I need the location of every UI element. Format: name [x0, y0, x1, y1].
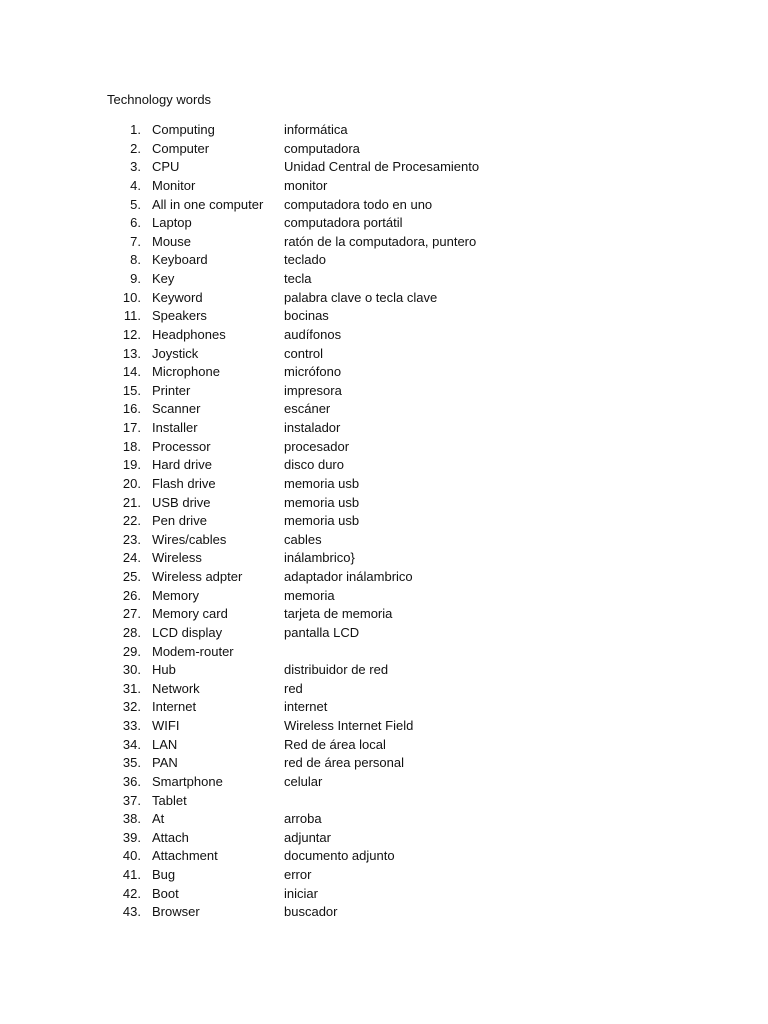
english-term: Memory [152, 587, 199, 603]
spanish-translation: palabra clave o tecla clave [284, 289, 438, 305]
list-item [0, 456, 768, 475]
list-item [0, 661, 768, 680]
english-term: Computer [152, 140, 210, 156]
list-item [0, 270, 768, 289]
list-item [0, 736, 768, 755]
list-item [0, 158, 768, 177]
spanish-translation: distribuidor de red [284, 662, 389, 678]
list-item [0, 903, 768, 922]
english-term: Wires/cables [152, 531, 227, 547]
list-item [0, 680, 768, 699]
item-number: 18. [122, 438, 141, 454]
item-number: 41. [122, 867, 141, 882]
item-number: 7. [130, 233, 141, 249]
spanish-translation: internet [284, 699, 328, 715]
spanish-translation: instalador [284, 420, 341, 435]
item-number: 24. [122, 550, 141, 566]
list-item [0, 866, 768, 885]
spanish-translation: informática [284, 122, 348, 137]
english-term: Attach [152, 829, 189, 845]
item-number: 37. [122, 792, 141, 808]
list-item [0, 717, 768, 736]
english-term: WIFI [152, 718, 180, 733]
english-term: Modem-router [152, 643, 234, 659]
english-term: Smartphone [152, 773, 223, 789]
english-term: Memory card [152, 606, 228, 622]
english-term: Browser [152, 904, 200, 920]
spanish-translation: tecla [284, 271, 312, 286]
list-item [0, 382, 768, 401]
spanish-translation: cables [284, 531, 322, 547]
english-term: Microphone [152, 364, 220, 380]
spanish-translation: memoria usb [284, 494, 360, 510]
spanish-translation: computadora todo en uno [284, 196, 433, 212]
spanish-translation: monitor [284, 177, 328, 193]
item-number: 20. [122, 475, 141, 491]
list-item [0, 773, 768, 792]
item-number: 16. [122, 401, 141, 417]
item-number: 13. [122, 345, 141, 361]
english-term: Flash drive [152, 475, 216, 491]
item-number: 36. [122, 773, 141, 789]
spanish-translation: documento adjunto [284, 848, 395, 864]
item-number: 8. [130, 252, 141, 268]
list-item [0, 512, 768, 531]
english-term: Headphones [152, 326, 226, 342]
list-item [0, 177, 768, 196]
english-term: Mouse [152, 233, 192, 249]
list-item [0, 643, 768, 662]
item-number: 39. [122, 829, 141, 845]
list-item [0, 251, 768, 270]
spanish-translation: disco duro [284, 457, 344, 473]
item-number: 35. [122, 755, 141, 771]
item-number: 19. [122, 457, 141, 473]
spanish-translation: error [284, 867, 312, 882]
item-number: 43. [122, 904, 141, 920]
list-item [0, 438, 768, 457]
item-number: 26. [122, 587, 141, 603]
item-number: 4. [130, 177, 141, 193]
item-number: 10. [122, 289, 141, 305]
spanish-translation: escáner [284, 401, 331, 417]
spanish-translation: inálambrico} [284, 550, 355, 566]
list-item [0, 214, 768, 233]
list-item [0, 531, 768, 550]
list-item [0, 810, 768, 829]
spanish-translation: ratón de la computadora, puntero [284, 233, 477, 249]
list-item [0, 829, 768, 848]
list-item [0, 196, 768, 215]
item-number: 31. [122, 680, 141, 696]
item-number: 1. [130, 122, 141, 137]
english-term: Hard drive [152, 457, 212, 473]
item-number: 12. [122, 326, 141, 342]
item-number: 14. [122, 364, 141, 380]
item-number: 32. [122, 699, 141, 715]
item-number: 38. [122, 811, 141, 827]
list-item [0, 698, 768, 717]
item-number: 5. [130, 196, 141, 212]
english-term: Hub [152, 662, 176, 678]
list-item [0, 624, 768, 643]
list-item [0, 549, 768, 568]
spanish-translation: red de área personal [284, 755, 404, 771]
document-title: Technology words [107, 92, 212, 107]
spanish-translation: memoria [284, 587, 335, 603]
english-term: Key [152, 271, 175, 286]
spanish-translation: memoria usb [284, 513, 360, 529]
spanish-translation: arroba [284, 811, 322, 827]
english-term: Scanner [152, 401, 201, 417]
list-item [0, 419, 768, 438]
english-term: Wireless adpter [152, 569, 243, 584]
spanish-translation: procesador [284, 438, 350, 454]
spanish-translation: computadora portátil [284, 215, 403, 231]
item-number: 23. [122, 531, 141, 547]
english-term: Computing [152, 122, 215, 137]
item-number: 30. [122, 662, 141, 678]
english-term: Laptop [152, 215, 192, 231]
english-term: Keyword [152, 289, 203, 305]
item-number: 22. [122, 513, 141, 529]
english-term: Internet [152, 699, 197, 715]
english-term: Installer [152, 420, 198, 435]
list-item [0, 233, 768, 252]
list-item [0, 326, 768, 345]
spanish-translation: Red de área local [284, 736, 386, 752]
english-term: USB drive [152, 494, 211, 510]
spanish-translation: micrófono [284, 364, 342, 380]
item-number: 2. [130, 140, 141, 156]
item-number: 11. [123, 308, 141, 324]
item-number: 28. [122, 624, 141, 640]
list-item [0, 140, 768, 159]
item-number: 34. [122, 736, 141, 752]
english-term: All in one computer [152, 196, 264, 212]
english-term: PAN [152, 755, 178, 771]
item-number: 25. [122, 569, 141, 584]
spanish-translation: teclado [284, 252, 326, 268]
item-number: 6. [130, 215, 141, 231]
spanish-translation: Unidad Central de Procesamiento [284, 159, 480, 175]
english-term: Network [152, 680, 200, 696]
list-item [0, 754, 768, 773]
spanish-translation: buscador [284, 904, 338, 920]
spanish-translation: red [284, 680, 303, 696]
item-number: 40. [122, 848, 141, 864]
list-item [0, 847, 768, 866]
english-term: Processor [152, 438, 211, 454]
spanish-translation: Wireless Internet Field [284, 718, 414, 733]
item-number: 42. [122, 885, 141, 901]
list-item [0, 345, 768, 364]
english-term: Boot [152, 885, 179, 901]
item-number: 15. [122, 382, 141, 398]
english-term: CPU [152, 159, 180, 175]
spanish-translation: control [284, 345, 324, 361]
english-term: LCD display [152, 624, 223, 640]
spanish-translation: impresora [284, 382, 342, 398]
spanish-translation: adjuntar [284, 829, 331, 845]
list-item [0, 568, 768, 587]
list-item [0, 400, 768, 419]
spanish-translation: bocinas [284, 308, 329, 324]
item-number: 9. [130, 271, 141, 286]
english-term: Monitor [152, 177, 196, 193]
english-term: Pen drive [152, 513, 207, 529]
spanish-translation: tarjeta de memoria [284, 606, 393, 622]
item-number: 33. [122, 718, 141, 733]
list-item [0, 121, 768, 140]
list-item [0, 289, 768, 308]
item-number: 21. [122, 494, 141, 510]
english-term: Wireless [152, 550, 202, 566]
list-item [0, 885, 768, 904]
english-term: Joystick [152, 345, 199, 361]
spanish-translation: iniciar [284, 885, 318, 901]
spanish-translation: audífonos [284, 326, 342, 342]
item-number: 17. [122, 420, 141, 435]
list-item [0, 307, 768, 326]
vocabulary-list [0, 121, 768, 922]
list-item [0, 494, 768, 513]
item-number: 29. [122, 643, 141, 659]
item-number: 3. [130, 159, 141, 175]
list-item [0, 792, 768, 811]
spanish-translation: memoria usb [284, 475, 360, 491]
english-term: Printer [152, 382, 191, 398]
english-term: At [152, 811, 165, 827]
spanish-translation: adaptador inálambrico [284, 569, 413, 584]
list-item [0, 363, 768, 382]
english-term: Keyboard [152, 252, 208, 268]
english-term: LAN [152, 736, 178, 752]
list-item [0, 587, 768, 606]
item-number: 27. [122, 606, 141, 622]
spanish-translation: computadora [284, 140, 360, 156]
english-term: Attachment [152, 848, 218, 864]
english-term: Speakers [152, 308, 207, 324]
english-term: Tablet [152, 792, 187, 808]
spanish-translation: pantalla LCD [284, 624, 360, 640]
spanish-translation: celular [284, 773, 323, 789]
english-term: Bug [152, 867, 176, 882]
list-item [0, 605, 768, 624]
list-item [0, 475, 768, 494]
